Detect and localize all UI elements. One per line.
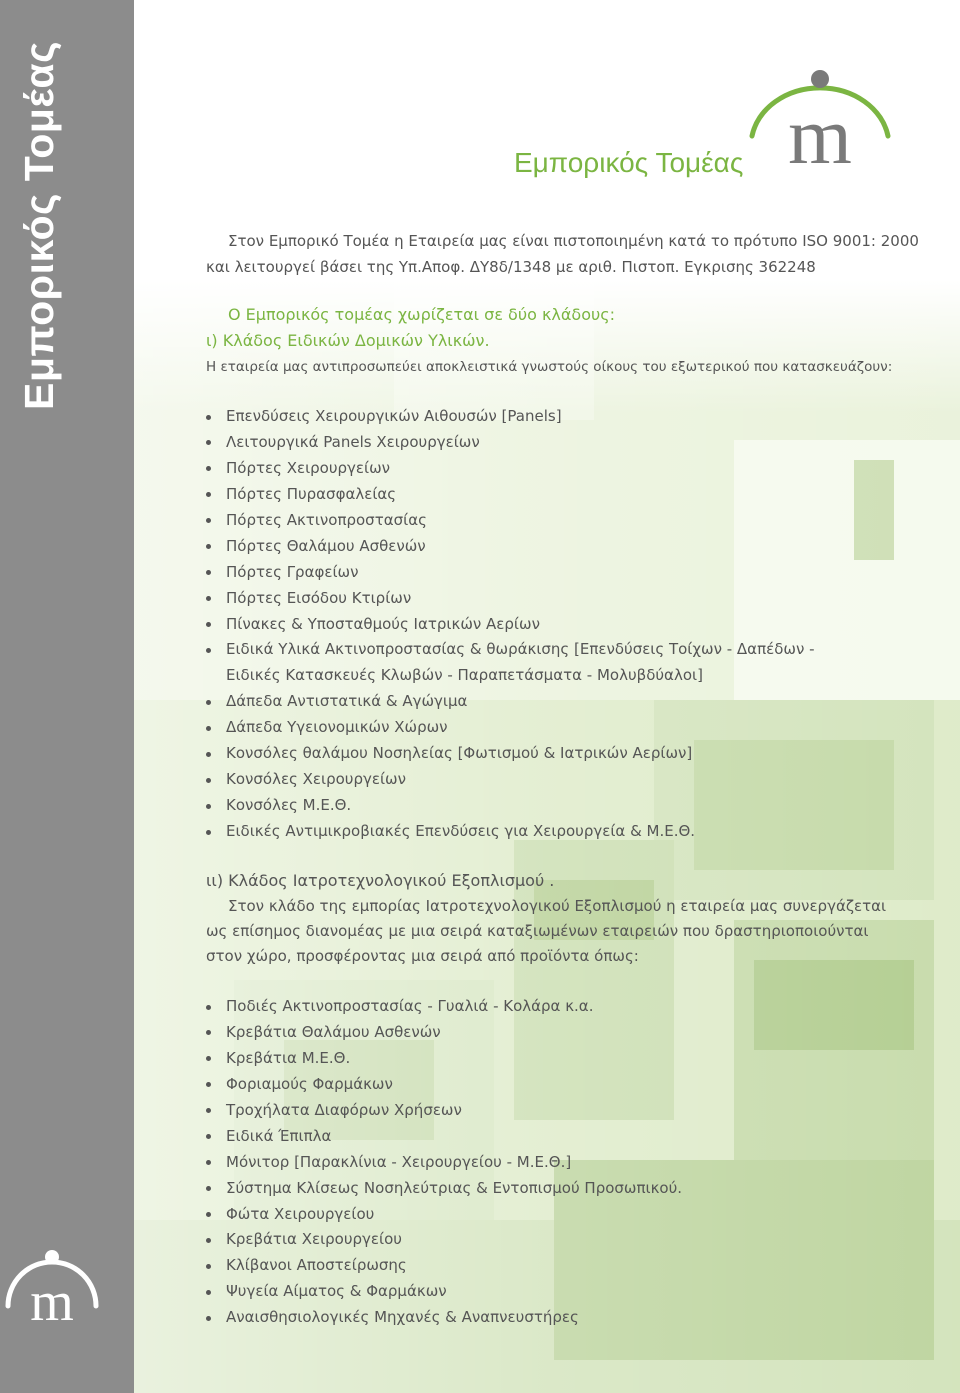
bullet-icon [206,778,211,783]
bullet-icon [206,1186,211,1191]
bullet-icon [206,570,211,575]
section-intro: Ο Εμπορικός τομέας χωρίζεται σε δύο κλάδους: [228,305,616,324]
list-item: Δάπεδα Αντιστατικά & Αγώγιμα [206,689,815,715]
list-item: Επενδύσεις Χειρουργικών Αιθουσών [Panels] [206,404,815,430]
bullet-icon [206,752,211,757]
bullet-icon [206,1212,211,1217]
bullet-icon [206,1082,211,1087]
list-item: Ποδιές Ακτινοπροστασίας - Γυαλιά - Κολάρα κ.α. [206,994,682,1020]
logo-letter: m [30,1271,74,1333]
list-item: Πίνακες & Υποσταθμούς Ιατρικών Αερίων [206,612,815,638]
page-title: Εμπορικός Τομέας [514,147,744,178]
bullet-icon [206,1108,211,1113]
list-item: Πόρτες Πυρασφαλείας [206,482,815,508]
branch2-paragraph-line-1: Στον κλάδο της εμπορίας Ιατροτεχνολογικού Εξοπλισμού η εταιρεία μας συνεργάζεται [228,897,887,915]
list-item: Κρεβάτια Θαλάμου Ασθενών [206,1020,682,1046]
list-item: Κονσόλες θαλάμου Νοσηλείας [Φωτισμού & Ιατρικών Αερίων] [206,741,815,767]
bullet-icon [206,1134,211,1139]
branch1-description: Η εταιρεία μας αντιπροσωπεύει αποκλειστικά γνωστούς οίκους του εξωτερικού που κατασκευάζουν: [206,359,893,375]
list-item: Ειδικές Αντιμικροβιακές Επενδύσεις για Χειρουργεία & Μ.Ε.Θ. [206,819,815,845]
branch2-paragraph-line-3: στον χώρο, προσφέροντας μια σειρά από προϊόντα όπως: [206,947,639,965]
bullet-icon [206,492,211,497]
bullet-icon [206,648,211,653]
bullet-icon [206,440,211,445]
bullet-icon [206,1005,211,1010]
list-item: Μόνιτορ [Παρακλίνια - Χειρουργείου - Μ.Ε.Θ.] [206,1150,682,1176]
bullet-icon [206,1160,211,1165]
list-item: Ειδικά Υλικά Ακτινοπροστασίας & θωράκισης [Επενδύσεις Τοίχων - Δαπέδων - [206,637,815,663]
list-item: Αναισθησιολογικές Μηχανές & Αναπνευστήρες [206,1305,682,1331]
bullet-icon [206,1056,211,1061]
bullet-icon [206,1290,211,1295]
list-item: Πόρτες Θαλάμου Ασθενών [206,534,815,560]
list-item: Κρεβάτια Μ.Ε.Θ. [206,1046,682,1072]
bullet-icon [206,596,211,601]
branch1-list [206,404,815,845]
list-item: Λειτουργικά Panels Χειρουργείων [206,430,815,456]
bullet-icon [206,415,211,420]
list-item: Δάπεδα Υγειονομικών Χώρων [206,715,815,741]
sidebar-title: Εμπορικός Τομέας [16,41,62,410]
bullet-icon [206,726,211,731]
list-item: Φοριαμούς Φαρμάκων [206,1072,682,1098]
intro-line-1: Στον Εμπορικό Τομέα η Εταιρεία μας είναι πιστοποιημένη κατά το πρότυπο ISO 9001: 2000 [228,232,919,250]
bullet-icon [206,1030,211,1035]
list-item: Σύστημα Κλίσεως Νοσηλεύτριας & Εντοπισμού Προσωπικού. [206,1176,682,1202]
list-item: Κονσόλες Χειρουργείων [206,767,815,793]
bullet-icon [206,804,211,809]
branch2-paragraph-line-2: ως επίσημος διανομέας με μια σειρά καταξιωμένων εταιρειών που δραστηριοποιούνται [206,922,869,940]
list-item: Πόρτες Εισόδου Κτιρίων [206,586,815,612]
list-item: Κονσόλες Μ.Ε.Θ. [206,793,815,819]
branch1-heading: ι) Κλάδος Ειδικών Δομικών Υλικών. [206,331,490,350]
bullet-icon [206,622,211,627]
list-item: Κρεβάτια Χειρουργείου [206,1227,682,1253]
list-item-continuation: Ειδικές Κατασκευές Κλωβών - Παραπετάσματα - Μολυβδύαλοι] [226,666,703,685]
list-item: Πόρτες Γραφείων [206,560,815,586]
list-item: Ψυγεία Αίματος & Φαρμάκων [206,1279,682,1305]
sidebar [0,0,134,1393]
list-item: Κλίβανοι Αποστείρωσης [206,1253,682,1279]
list-item: Τροχήλατα Διαφόρων Χρήσεων [206,1098,682,1124]
list-item: Πόρτες Ακτινοπροστασίας [206,508,815,534]
bullet-icon [206,830,211,835]
bullet-icon [206,1264,211,1269]
intro-line-2: και λειτουργεί βάσει της Υπ.Αποφ. ΔΥ8δ/1348 με αριθ. Πιστοπ. Εγκρισης 362248 [206,258,816,276]
company-logo-icon [746,66,892,170]
branch2-list [206,994,682,1331]
list-item: Ειδικά Έπιπλα [206,1124,682,1150]
bullet-icon [206,466,211,471]
branch2-heading: ιι) Κλάδος Ιατροτεχνολογικού Εξοπλισμού . [206,871,555,890]
bullet-icon [206,1238,211,1243]
bullet-icon [206,1316,211,1321]
bullet-icon [206,700,211,705]
list-item: Φώτα Χειρουργείου [206,1202,682,1228]
list-item: Πόρτες Χειρουργείων [206,456,815,482]
bullet-icon [206,518,211,523]
company-logo-icon [2,1246,102,1336]
logo-letter: m [788,90,852,170]
bullet-icon [206,544,211,549]
